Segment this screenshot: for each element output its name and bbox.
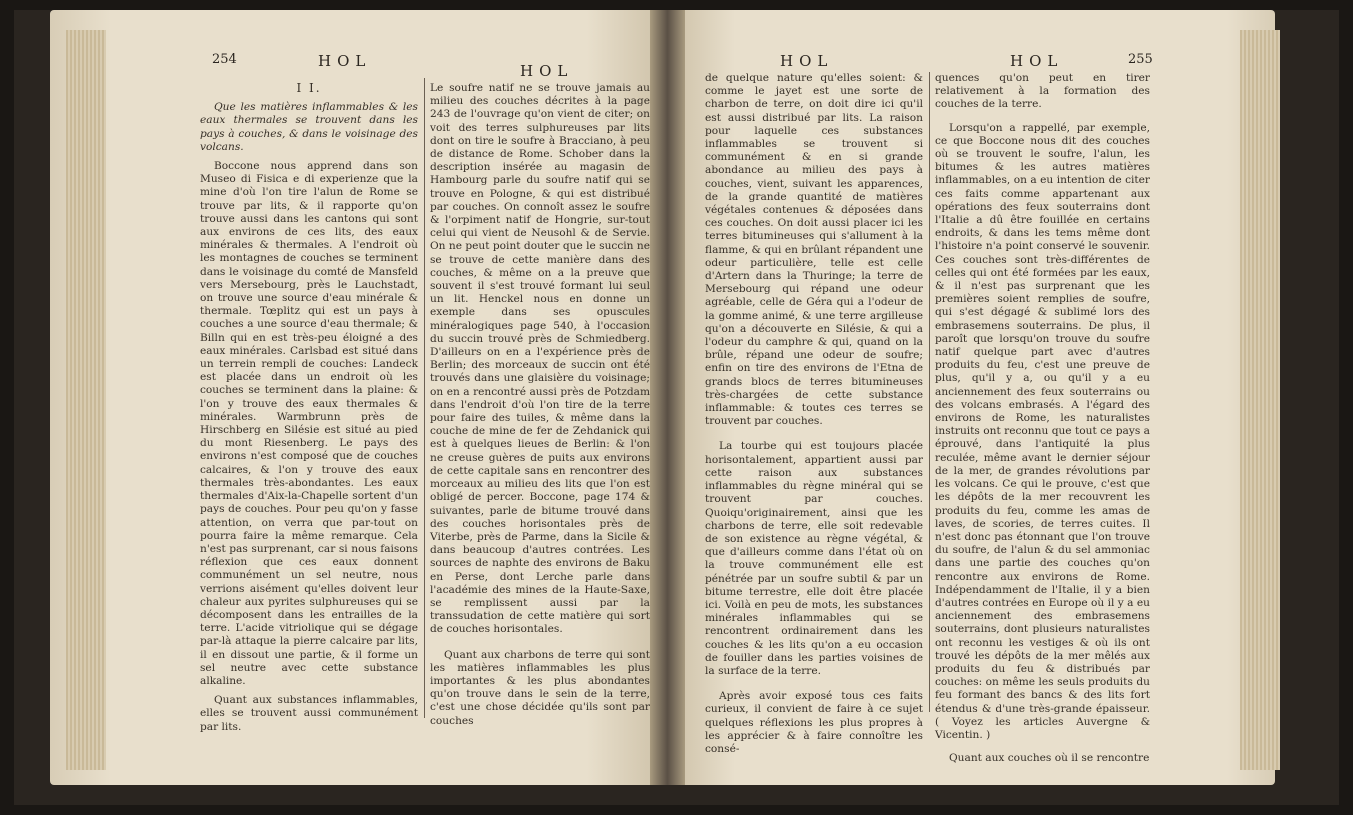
paragraph: Après avoir exposé tous ces faits curieux, il convient de faire à ce sujet quelques réflexions les plus propres à les apprécier & à faire connoître les consé- — [705, 690, 923, 755]
right-running-head-2: HOL — [1010, 52, 1064, 70]
paragraph: Boccone nous apprend dans son Museo di Fisica e di experienze que la mine d'où l'on tire l'alun de Rome se trouve par lits, & il rapporte qu'on trouve aussi dans les cantons qui sont aux environs de ces lits, des eaux minérales & thermales. A l'endroit où les montagnes de couches se terminent dans le voisinage du comté de Mansfeld vers Mersebourg, près le Lauchstadt, on trouve une source d'eau minérale & thermale. Tœplitz qui est un pays à couches a une source d'eau thermale; & Billn qui en est très-peu éloigné a des eaux minérales. Carlsbad est situé dans un terrein rempli de couches: Landeck est placée dans un endroit où les couches se terminent dans la plaine: & l'on y trouve des eaux thermales & minérales. Warmbrunn près de Hirschberg en Silésie est situé au pied du mont Riesenberg. Le pays des environs n'est composé que de couches calcaires, & l'on y trouve des eaux thermales très-abondantes. Les eaux thermales d'Aix-la-Chapelle sortent d'un pays de couches. Pour peu qu'on y fasse attention, on verra que par-tout on pourra faire la même remarque. Cela n'est pas surprenant, car si nous faisons réflexion que ces eaux donnent communément un sel neutre, nous verrions aisément qu'elles doivent leur chaleur aux pyrites sulphureuses qui se décomposent dans les entrailles de la terre. L'acide vitriolique qui se dégage par-là attaque la pierre calcaire par lits, il en dissout une partie, & il forme un sel neutre avec cette substance alkaline. — [200, 160, 418, 687]
right-page-column-1 — [705, 72, 923, 755]
paragraph: quences qu'on peut en tirer relativement à la formation des couches de la terre. — [935, 72, 1150, 111]
right-running-head-1: HOL — [780, 52, 834, 70]
paragraph: La tourbe qui est toujours placée horisontalement, appartient aussi par cette raison aux substances inflammables du règne minéral qui se trouvent par couches. Quoiqu'originairement, ainsi que les charbons de terre, elle soit redevable de son existence au règne végétal, & que d'ailleurs comme dans l'état où on la trouve communément elle est pénétrée par un soufre subtil & par un bitume terrestre, elle doit être placée ici. Voilà en peu de mots, les substances minérales inflammables qui se rencontrent ordinairement dans les couches & les lits qu'on a eu occasion de fouiller dans les parties voisines de la surface de la terre. — [705, 440, 923, 677]
left-running-head-2: HOL — [520, 62, 574, 80]
left-page-column-1 — [200, 81, 418, 733]
right-page-edges — [1240, 30, 1280, 770]
left-page-number: 254 — [212, 52, 237, 67]
left-page-column-2 — [430, 82, 650, 727]
column-rule — [929, 72, 930, 712]
paragraph: Quant aux charbons de terre qui sont les matières inflammables les plus importantes & les plus abondantes qu'on trouve dans le sein de la terre, c'est une chose décidée qu'ils sont par couches — [430, 648, 650, 727]
paragraph: Lorsqu'on a rappellé, par exemple, ce que Boccone nous dit des couches où se trouvent le soufre, l'alun, les bitumes & les autres matières inflammables, on a eu intention de citer ces faits comme appartenant aux opérations des feux souterrains dont l'Italie a dû être fouillée en certains endroits, & dans les tems même dont l'histoire n'a point conservé le souvenir. Ces couches sont très-différentes de celles qui ont été formées par les eaux, & il n'est pas surprenant que les premières soient remplies de soufre, qui s'est dégagé & sublimé lors des embrasemens souterrains. De plus, il paroît que lorsqu'on trouve du soufre natif quelque part avec d'autres produits du feu, c'est une preuve de plus, qu'il y a, ou qu'il y a eu anciennement des feux souterrains ou des volcans embrasés. A l'égard des environs de Rome, les naturalistes instruits ont reconnu que tout ce pays a éprouvé, dans l'antiquité la plus reculée, même avant le dernier séjour de la mer, de grandes révolutions par les volcans. Ce qui le prouve, c'est que les dépôts de la mer recouvrent les produits du feu, comme les amas de laves, de scories, de terres cuites. Il n'est donc pas étonnant que l'on trouve du soufre, de l'alun & du sel ammoniac dans une partie des couches qu'on rencontre aux environs de Rome. Indépendamment de l'Italie, il y a bien d'autres contrées en Europe où il y a eu anciennement des embrasemens souterrains, dont plusieurs naturalistes ont reconnu les vestiges & où ils ont trouvé les dépôts de la mer mêlés aux produits du feu & distribués par couches: on même les seuls produits du feu formant des bancs & des lits fort étendus & d'une très-grande épaisseur. ( Voyez les articles Auvergne & Vicentin. ) — [935, 121, 1150, 741]
left-page-edges — [66, 30, 106, 770]
right-page-column-2 — [935, 72, 1150, 765]
paragraph: Quant aux substances inflammables, elles se trouvent aussi communément par lits. — [200, 694, 418, 733]
paragraph: Le soufre natif ne se trouve jamais au milieu des couches décrites à la page 243 de l'ouvrage qu'on vient de citer; on voit des terres sulphureuses par lits dont on tire le soufre à Bracciano, à peu de distance de Rome. Schober dans la description insérée au magasin de Hambourg parle du soufre natif qui se trouve en Pologne, & qui est distribué par couches. On connoît assez le soufre & l'orpiment natif de Hongrie, sur-tout celui qui vient de Neusohl & de Servie. On ne peut point douter que le succin ne se trouve de cette manière dans des couches, & même on a la preuve que souvent il s'est trouvé formant lui seul un lit. Henckel nous en donne un exemple dans ses opuscules minéralogiques page 540, à l'occasion du succin trouvé près de Schmiedberg. D'ailleurs on en a l'expérience près de Berlin; des morceaux de succin ont été trouvés dans une glaisière du voisinage; on en a rencontré aussi près de Potzdam dans l'endroit d'où l'on tire de la terre pour faire des tuiles, & même dans la couche de mine de fer de Zehdanick qui est à quelques lieues de Berlin: & l'on ne creuse guères de puits aux environs de cette capitale sans en rencontrer des morceaux au milieu des lits que l'on est obligé de percer. Boccone, page 174 & suivantes, parle de bitume trouvé dans des couches horisontales près de Viterbe, près de Parme, dans la Sicile & dans beaucoup d'autres contrées. Les sources de naphte des environs de Baku en Perse, dont Lerche parle dans l'académie des mines de la Haute-Saxe, se remplissent aussi par la transsudation de cette matière qui sort de couches horisontales. — [430, 82, 650, 636]
column-rule — [424, 78, 425, 718]
book-gutter — [650, 10, 685, 785]
section-heading: Que les matières inflammables & les eaux thermales se trouvent dans les pays à couches, & dans le voisinage des volcans. — [200, 101, 418, 153]
section-number: I I. — [296, 81, 322, 95]
paragraph: de quelque nature qu'elles soient: & comme le jayet est une sorte de charbon de terre, on doit dire ici qu'il est aussi distribué par lits. La raison pour laquelle ces substances inflammables se trouvent si communément & en si grande abondance au milieu des pays à couches, vient, suivant les apparences, de la grande quantité de matières végétales contenues & déposées dans ces couches. On doit aussi placer ici les terres bitumineuses qui s'allument à la flamme, & qui en brûlant répandent une odeur particulière, telle est celle d'Artern dans la Thuringe; la terre de Mersebourg qui répand une odeur agréable, celle de Géra qui a l'odeur de la gomme animé, & une terre argilleuse qu'on a découverte en Silésie, & qui a l'odeur du camphre & qui, quand on la brûle, répand une odeur de soufre; enfin on tire des environs de l'Etna de grands blocs de terres bitumineuses très-chargées de cette substance inflammable: & toutes ces terres se trouvent par couches. — [705, 72, 923, 428]
right-page-number: 255 — [1128, 52, 1153, 67]
left-running-head-1: HOL — [318, 52, 372, 70]
paragraph: Quant aux couches où il se rencontre — [949, 752, 1150, 765]
